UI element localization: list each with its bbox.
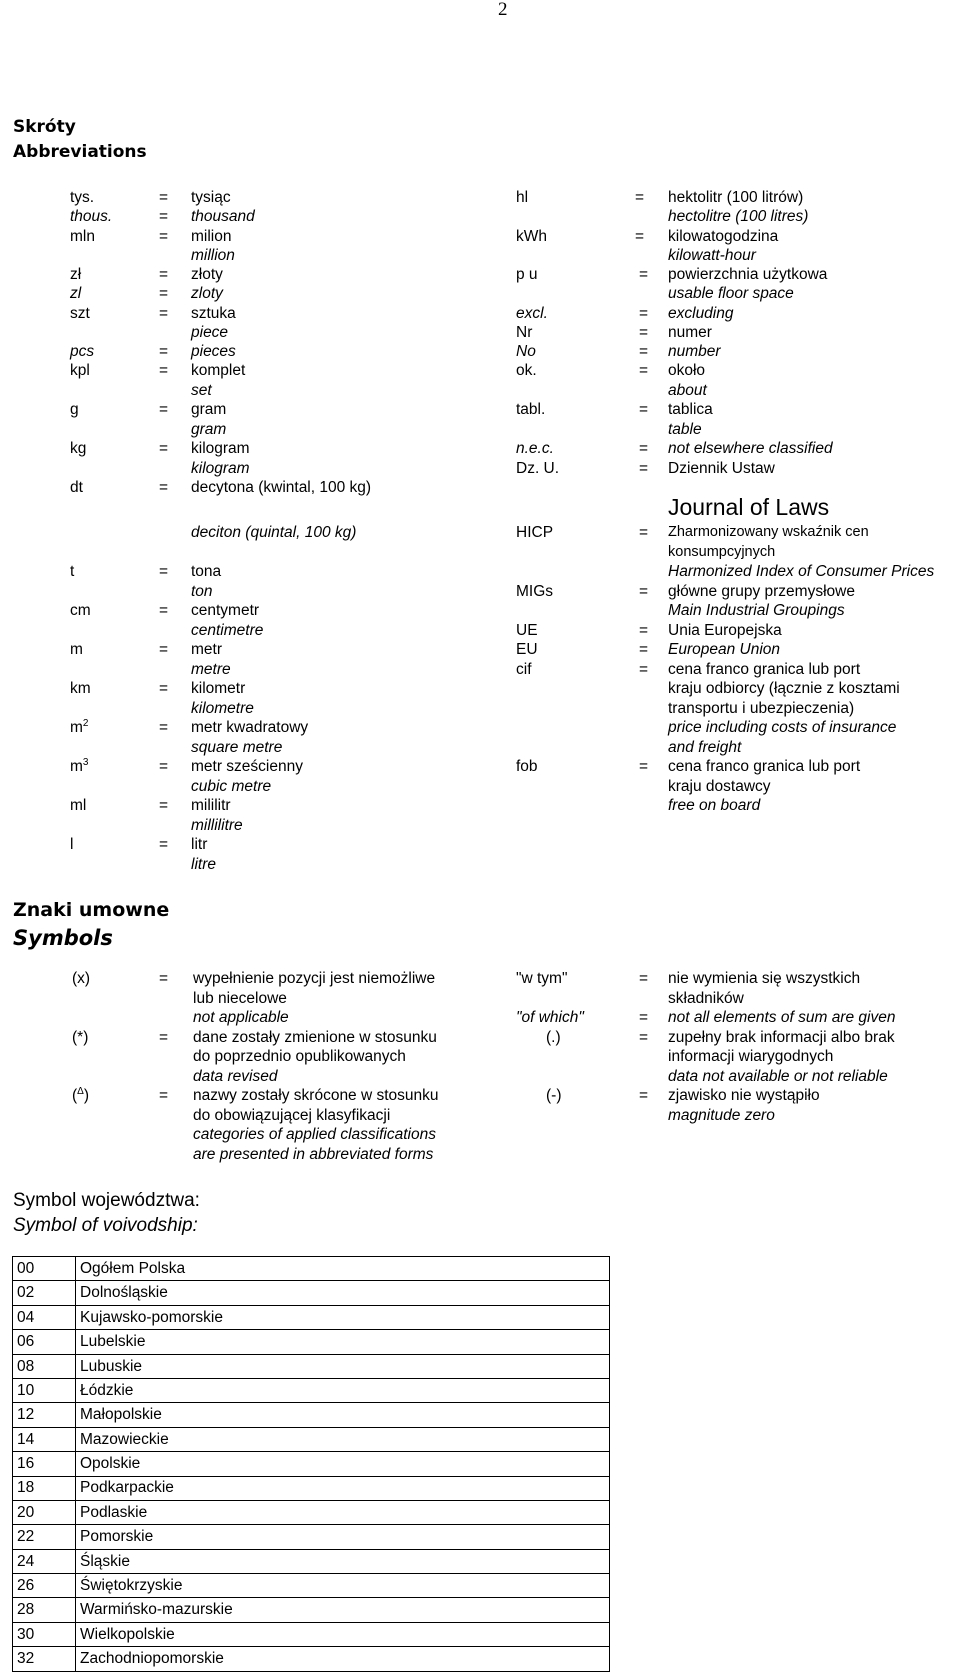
voivodship-name: Kujawsko-pomorskie	[76, 1305, 610, 1329]
voivodship-code: 14	[13, 1427, 76, 1451]
equals-sign: =	[159, 797, 169, 814]
symbol-meaning-pl: do obowiązującej klasyfikacji	[193, 1107, 391, 1124]
abbr-meaning-pl: cena franco granica lub port	[668, 758, 861, 775]
table-row	[13, 1647, 610, 1671]
symbols-heading-en: Symbols	[13, 926, 113, 950]
abbr-meaning-pl: gram	[191, 401, 227, 418]
abbr-meaning-pl: hektolitr (100 litrów)	[668, 189, 804, 206]
abbr-meaning-en: Main Industrial Groupings	[668, 602, 845, 619]
abbr-meaning-pl: kraju dostawcy	[668, 778, 771, 795]
equals-sign: =	[159, 362, 169, 379]
abbr-meaning-en: about	[668, 382, 707, 399]
abbr-meaning-pl: cena franco granica lub port	[668, 661, 861, 678]
table-row	[13, 1378, 610, 1402]
abbr-meaning-en: ton	[191, 583, 213, 600]
page-number: 2	[498, 0, 508, 20]
voivodship-code: 04	[13, 1305, 76, 1329]
abbr-meaning-pl: kraju odbiorcy (łącznie z kosztami	[668, 680, 900, 697]
abbr-meaning-pl: kilogram	[191, 440, 250, 457]
voivodship-code: 20	[13, 1500, 76, 1524]
symbol-meaning-en: not all elements of sum are given	[668, 1009, 896, 1026]
voivodship-name: Małopolskie	[76, 1403, 610, 1427]
abbr-term: HICP	[516, 524, 554, 541]
voivodship-name: Świętokrzyskie	[76, 1574, 610, 1598]
abbr-meaning-pl: tysiąc	[191, 189, 231, 206]
abbr-meaning-en: not elsewhere classified	[668, 440, 833, 457]
abbr-term: kWh	[516, 228, 547, 245]
table-row	[13, 1281, 610, 1305]
abbr-meaning-en: litre	[191, 856, 216, 873]
equals-sign: =	[639, 343, 649, 360]
abbr-meaning-en: zloty	[191, 285, 223, 302]
symbol-term: "w tym"	[516, 970, 568, 987]
voivodship-name: Opolskie	[76, 1452, 610, 1476]
equals-sign: =	[639, 401, 649, 418]
abbr-meaning-en: cubic metre	[191, 778, 272, 795]
abbr-meaning-pl: komplet	[191, 362, 246, 379]
equals-sign: =	[159, 680, 169, 697]
equals-sign: =	[159, 228, 169, 245]
table-row	[13, 1305, 610, 1329]
symbol-meaning-en: data revised	[193, 1068, 278, 1085]
abbr-meaning-en: Journal of Laws	[668, 494, 830, 520]
voivodship-code: 00	[13, 1257, 76, 1281]
equals-sign: =	[159, 1029, 169, 1046]
equals-sign: =	[159, 1087, 169, 1104]
abbr-meaning-en: metre	[191, 661, 231, 678]
equals-sign: =	[159, 602, 169, 619]
abbr-meaning-pl: metr sześcienny	[191, 758, 303, 775]
voivodship-code: 18	[13, 1476, 76, 1500]
abbreviations-heading-pl: Skróty	[13, 117, 76, 137]
abbr-meaning-pl: Unia Europejska	[668, 622, 782, 639]
abbr-term: zł	[70, 266, 82, 283]
abbr-meaning-pl: około	[668, 362, 706, 379]
abbr-meaning-pl: tablica	[668, 401, 713, 418]
equals-sign: =	[639, 1009, 649, 1026]
table-row	[13, 1525, 610, 1549]
table-row	[13, 1549, 610, 1573]
equals-sign: =	[159, 305, 169, 322]
abbr-term: szt	[70, 305, 90, 322]
symbol-meaning-en: data not available or not reliable	[668, 1068, 888, 1085]
symbol-term: (.)	[546, 1029, 561, 1046]
voivodship-name: Śląskie	[76, 1549, 610, 1573]
equals-sign: =	[639, 460, 649, 477]
voivodship-code: 12	[13, 1403, 76, 1427]
equals-sign: =	[639, 1029, 649, 1046]
abbr-term: g	[70, 401, 79, 418]
abbr-term: thous.	[70, 208, 113, 225]
table-row	[13, 1354, 610, 1378]
symbol-meaning-en: are presented in abbreviated forms	[193, 1146, 434, 1163]
symbol-term: (x)	[72, 970, 91, 987]
table-row	[13, 1500, 610, 1524]
voivodship-name: Pomorskie	[76, 1525, 610, 1549]
abbr-meaning-pl: kilowatogodzina	[668, 228, 779, 245]
abbr-meaning-en: thousand	[191, 208, 255, 225]
table-row	[13, 1427, 610, 1451]
abbr-meaning-en: deciton (quintal, 100 kg)	[191, 524, 357, 541]
voivodship-code: 08	[13, 1354, 76, 1378]
abbr-meaning-pl: litr	[191, 836, 208, 853]
abbr-term: cif	[516, 661, 532, 678]
symbol-meaning-en: categories of applied classifications	[193, 1126, 436, 1143]
abbr-meaning-en: square metre	[191, 739, 283, 756]
abbr-meaning-en: free on board	[668, 797, 761, 814]
table-row	[13, 1403, 610, 1427]
abbr-meaning-en: gram	[191, 421, 227, 438]
equals-sign: =	[159, 266, 169, 283]
voivodship-name: Ogółem Polska	[76, 1257, 610, 1281]
symbol-meaning-en: not applicable	[193, 1009, 289, 1026]
equals-sign: =	[639, 362, 649, 379]
abbr-meaning-pl: Zharmonizowany wskaźnik cen	[668, 524, 869, 540]
symbol-term: (-)	[546, 1087, 562, 1104]
voivodship-code: 06	[13, 1330, 76, 1354]
abbr-term: UE	[516, 622, 538, 639]
voivodship-code: 26	[13, 1574, 76, 1598]
abbr-meaning-en: kilometre	[191, 700, 254, 717]
abbr-term: pcs	[70, 343, 95, 360]
voivodship-name: Zachodniopomorskie	[76, 1647, 610, 1671]
equals-sign: =	[159, 189, 169, 206]
abbr-meaning-pl: powierzchnia użytkowa	[668, 266, 828, 283]
abbr-meaning-pl: decytona (kwintal, 100 kg)	[191, 479, 372, 496]
abbr-term: km	[70, 680, 91, 697]
equals-sign: =	[159, 970, 169, 987]
abbr-meaning-en: piece	[191, 324, 229, 341]
abbr-term: ok.	[516, 362, 537, 379]
abbr-term: fob	[516, 758, 538, 775]
abbr-meaning-pl: główne grupy przemysłowe	[668, 583, 855, 600]
abbr-meaning-pl: metr kwadratowy	[191, 719, 309, 736]
abbreviations-heading-en: Abbreviations	[13, 142, 147, 162]
abbr-term: hl	[516, 189, 529, 206]
voivodship-name: Wielkopolskie	[76, 1622, 610, 1646]
voivodship-table	[12, 1256, 610, 1672]
table-row	[13, 1452, 610, 1476]
symbol-meaning-pl: nie wymienia się wszystkich	[668, 970, 861, 987]
abbr-term: tys.	[70, 189, 95, 206]
voivodship-code: 16	[13, 1452, 76, 1476]
abbr-meaning-pl: sztuka	[191, 305, 236, 322]
abbr-meaning-en: number	[668, 343, 721, 360]
abbr-term: MIGs	[516, 583, 554, 600]
equals-sign: =	[159, 440, 169, 457]
abbr-term: m	[70, 641, 83, 658]
abbr-meaning-pl: konsumpcyjnych	[668, 544, 776, 560]
table-row	[13, 1330, 610, 1354]
equals-sign: =	[159, 563, 169, 580]
voivodship-code: 22	[13, 1525, 76, 1549]
symbol-term: ($^\Delta$)	[72, 1086, 90, 1104]
abbr-term: zl	[70, 285, 82, 302]
abbr-term: kpl	[70, 362, 90, 379]
abbr-meaning-en: millilitre	[191, 817, 243, 834]
abbr-term: mln	[70, 228, 95, 245]
symbols-heading-pl: Znaki umowne	[13, 899, 170, 921]
abbr-meaning-pl: mililitr	[191, 797, 231, 814]
abbr-term: Dz. U.	[516, 460, 560, 477]
abbr-term: l	[70, 836, 74, 853]
symbol-meaning-pl: zupełny brak informacji albo brak	[668, 1029, 895, 1046]
abbr-meaning-en: centimetre	[191, 622, 264, 639]
voivodship-code: 28	[13, 1598, 76, 1622]
abbr-term: t	[70, 563, 75, 580]
abbr-meaning-pl: transportu i ubezpieczenia)	[668, 700, 855, 717]
table-row	[13, 1598, 610, 1622]
abbr-meaning-en: Harmonized Index of Consumer Prices	[668, 563, 935, 580]
equals-sign: =	[639, 758, 649, 775]
equals-sign: =	[635, 228, 645, 245]
symbol-meaning-pl: składników	[668, 990, 744, 1007]
voivodship-code: 24	[13, 1549, 76, 1573]
voivodship-name: Lubelskie	[76, 1330, 610, 1354]
voivodship-heading-en: Symbol of voivodship:	[13, 1215, 198, 1236]
abbr-meaning-pl: tona	[191, 563, 222, 580]
equals-sign: =	[159, 401, 169, 418]
abbr-meaning-en: price including costs of insurance	[668, 719, 897, 736]
equals-sign: =	[639, 1087, 649, 1104]
abbr-meaning-pl: metr	[191, 641, 222, 658]
voivodship-name: Łódzkie	[76, 1378, 610, 1402]
abbr-term: cm	[70, 602, 91, 619]
symbol-meaning-pl: nazwy zostały skrócone w stosunku	[193, 1087, 439, 1104]
abbr-meaning-en: pieces	[191, 343, 236, 360]
abbr-meaning-en: and freight	[668, 739, 742, 756]
equals-sign: =	[639, 583, 649, 600]
equals-sign: =	[159, 836, 169, 853]
voivodship-name: Mazowieckie	[76, 1427, 610, 1451]
voivodship-code: 10	[13, 1378, 76, 1402]
equals-sign: =	[639, 305, 649, 322]
equals-sign: =	[639, 622, 649, 639]
table-row	[13, 1574, 610, 1598]
abbr-term: ml	[70, 797, 87, 814]
table-row	[13, 1257, 610, 1281]
abbr-meaning-en: million	[191, 247, 235, 264]
voivodship-name: Dolnośląskie	[76, 1281, 610, 1305]
abbr-term: EU	[516, 641, 538, 658]
equals-sign: =	[159, 641, 169, 658]
abbr-meaning-pl: złoty	[191, 266, 223, 283]
abbr-term: dt	[70, 479, 83, 496]
abbr-term: tabl.	[516, 401, 546, 418]
abbr-term: No	[516, 343, 536, 360]
equals-sign: =	[159, 758, 169, 775]
abbr-meaning-pl: numer	[668, 324, 712, 341]
equals-sign: =	[159, 285, 169, 302]
abbr-meaning-pl: Dziennik Ustaw	[668, 460, 775, 477]
equals-sign: =	[639, 641, 649, 658]
equals-sign: =	[159, 208, 169, 225]
voivodship-code: 30	[13, 1622, 76, 1646]
abbr-meaning-en: usable floor space	[668, 285, 794, 302]
voivodship-name: Podlaskie	[76, 1500, 610, 1524]
symbol-meaning-pl: informacji wiarygodnych	[668, 1048, 834, 1065]
abbr-term: excl.	[516, 305, 548, 322]
table-row	[13, 1622, 610, 1646]
abbr-term: kg	[70, 440, 87, 457]
voivodship-name: Lubuskie	[76, 1354, 610, 1378]
abbr-meaning-en: European Union	[668, 641, 781, 658]
voivodship-name: Podkarpackie	[76, 1476, 610, 1500]
voivodship-code: 02	[13, 1281, 76, 1305]
abbr-meaning-pl: kilometr	[191, 680, 246, 697]
symbol-meaning-pl: lub niecelowe	[193, 990, 287, 1007]
symbol-term: (*)	[72, 1029, 89, 1046]
voivodship-name: Warmińsko-mazurskie	[76, 1598, 610, 1622]
abbr-meaning-en: kilogram	[191, 460, 250, 477]
symbol-meaning-en: magnitude zero	[668, 1107, 775, 1124]
voivodship-code: 32	[13, 1647, 76, 1671]
abbr-term: $m^2$	[70, 718, 89, 736]
abbr-meaning-pl: milion	[191, 228, 232, 245]
symbol-meaning-pl: zjawisko nie wystąpiło	[668, 1087, 820, 1104]
equals-sign: =	[159, 719, 169, 736]
voivodship-heading-pl: Symbol województwa:	[13, 1190, 200, 1211]
abbr-meaning-en: kilowatt-hour	[668, 247, 756, 264]
abbr-term: $m^3$	[70, 757, 89, 775]
abbr-term: Nr	[516, 324, 533, 341]
abbr-term: n.e.c.	[516, 440, 554, 457]
abbr-term: p u	[516, 266, 538, 283]
equals-sign: =	[639, 661, 649, 678]
equals-sign: =	[635, 189, 645, 206]
equals-sign: =	[159, 479, 169, 496]
equals-sign: =	[639, 324, 649, 341]
abbr-meaning-en: excluding	[668, 305, 734, 322]
equals-sign: =	[639, 970, 649, 987]
equals-sign: =	[639, 440, 649, 457]
table-row	[13, 1476, 610, 1500]
abbr-meaning-en: set	[191, 382, 212, 399]
symbol-meaning-pl: wypełnienie pozycji jest niemożliwe	[193, 970, 436, 987]
abbr-meaning-en: hectolitre (100 litres)	[668, 208, 809, 225]
equals-sign: =	[159, 343, 169, 360]
symbol-meaning-pl: dane zostały zmienione w stosunku	[193, 1029, 437, 1046]
symbol-term: "of which"	[516, 1009, 584, 1026]
equals-sign: =	[639, 524, 649, 541]
equals-sign: =	[639, 266, 649, 283]
abbr-meaning-pl: centymetr	[191, 602, 260, 619]
abbr-meaning-en: table	[668, 421, 702, 438]
symbol-meaning-pl: do poprzednio opublikowanych	[193, 1048, 406, 1065]
